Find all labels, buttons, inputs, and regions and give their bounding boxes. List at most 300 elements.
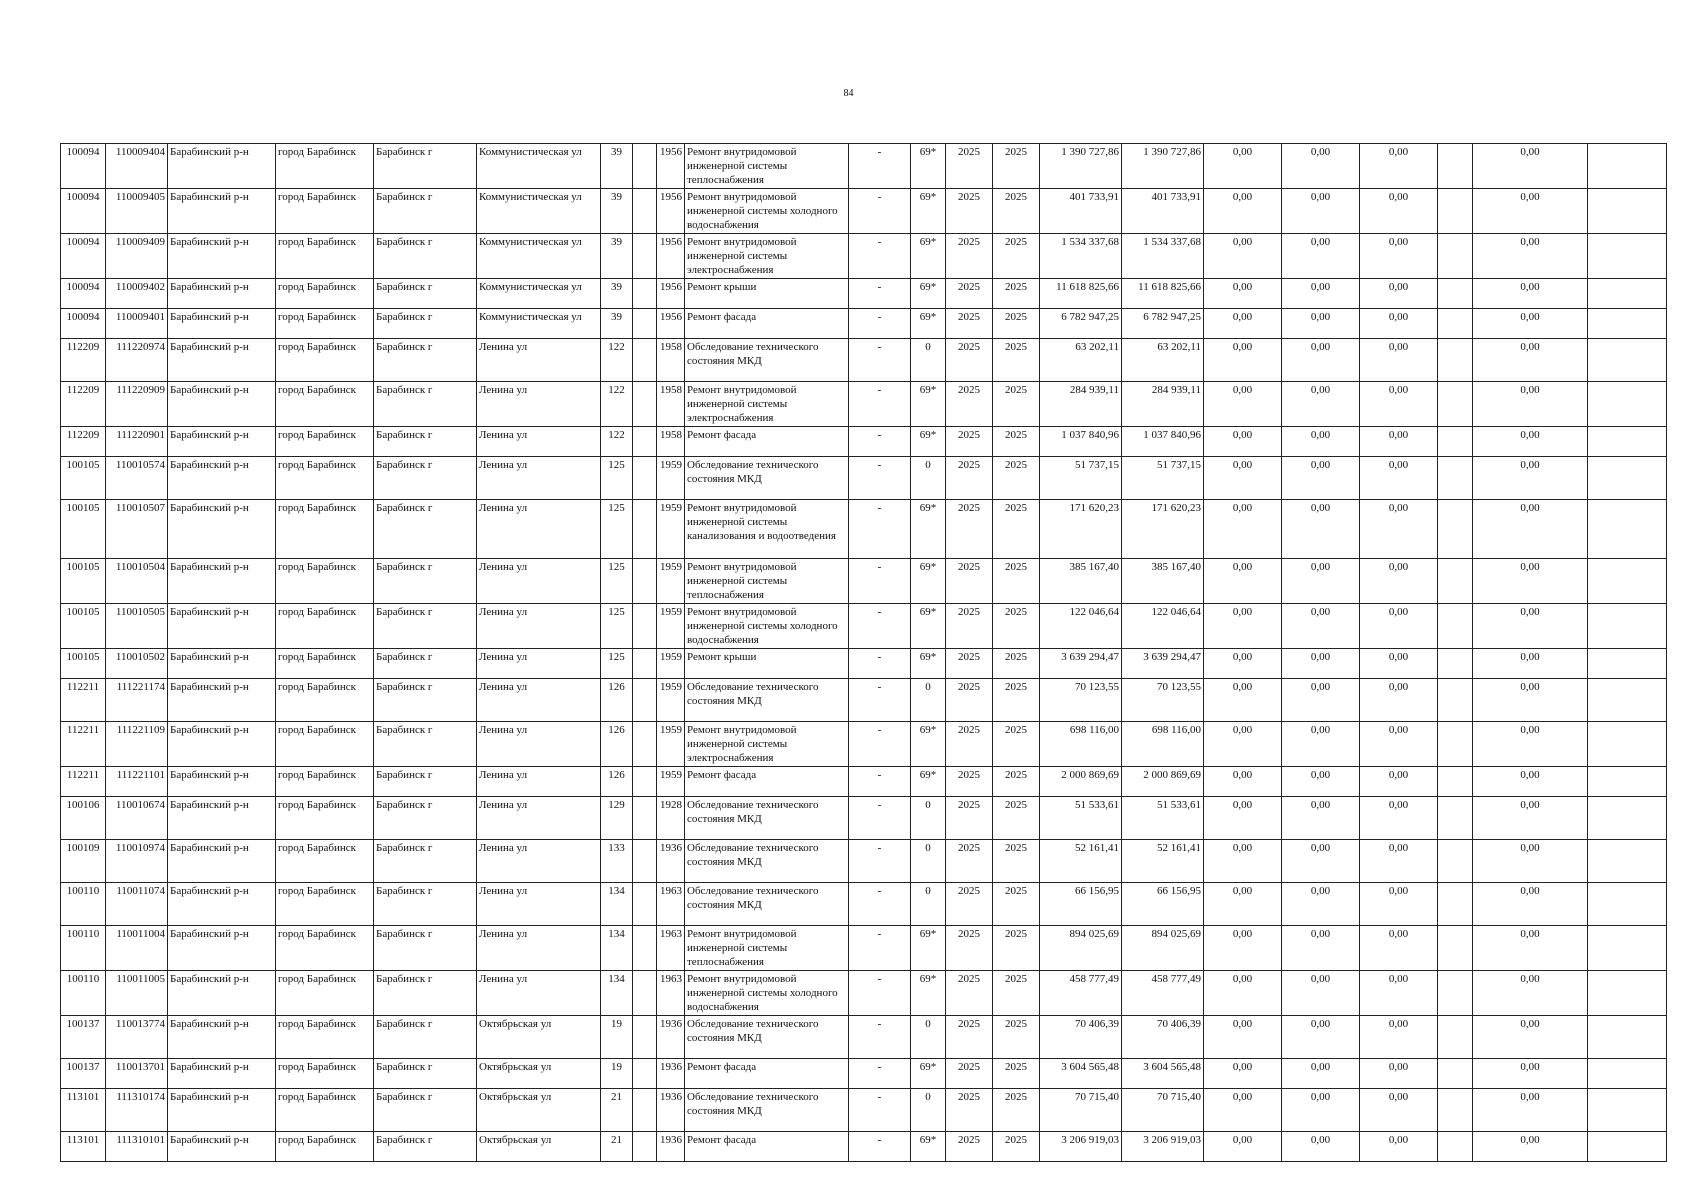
municipality-cell: город Барабинск xyxy=(276,971,374,1016)
blank-cell xyxy=(1438,1132,1473,1162)
value-cell: 0,00 xyxy=(1204,309,1282,339)
value-cell: 0,00 xyxy=(1360,971,1438,1016)
municipality-cell: город Барабинск xyxy=(276,427,374,457)
street-cell: Ленина ул xyxy=(477,883,601,926)
start-year-cell: 2025 xyxy=(946,279,993,309)
build-year-cell: 1959 xyxy=(657,559,685,604)
norm-cell: 69* xyxy=(911,722,946,767)
blank-cell xyxy=(633,840,657,883)
house-number-cell: 134 xyxy=(601,926,633,971)
start-year-cell: 2025 xyxy=(946,500,993,559)
unit-cell: - xyxy=(849,1059,911,1089)
end-year-cell: 2025 xyxy=(993,382,1040,427)
work-code-cell: 110009409 xyxy=(106,234,168,279)
start-year-cell: 2025 xyxy=(946,840,993,883)
build-year-cell: 1959 xyxy=(657,457,685,500)
district-cell: Барабинский р-н xyxy=(168,971,276,1016)
start-year-cell: 2025 xyxy=(946,971,993,1016)
blank-cell xyxy=(1588,604,1667,649)
table-row xyxy=(61,234,1667,279)
blank-cell xyxy=(633,679,657,722)
value-cell: 0,00 xyxy=(1204,649,1282,679)
street-cell: Коммунистическая ул xyxy=(477,234,601,279)
work-code-cell: 110010507 xyxy=(106,500,168,559)
blank-cell xyxy=(633,1016,657,1059)
row-id-cell: 100094 xyxy=(61,189,106,234)
total-cost-cell: 6 782 947,25 xyxy=(1040,309,1122,339)
fund-cost-cell: 51 737,15 xyxy=(1122,457,1204,500)
build-year-cell: 1958 xyxy=(657,427,685,457)
blank-cell xyxy=(1588,339,1667,382)
unit-cell: - xyxy=(849,679,911,722)
street-cell: Октябрьская ул xyxy=(477,1132,601,1162)
value-cell: 0,00 xyxy=(1473,604,1588,649)
unit-cell: - xyxy=(849,1089,911,1132)
blank-cell xyxy=(633,500,657,559)
fund-cost-cell: 3 604 565,48 xyxy=(1122,1059,1204,1089)
blank-cell xyxy=(1438,500,1473,559)
start-year-cell: 2025 xyxy=(946,767,993,797)
unit-cell: - xyxy=(849,971,911,1016)
unit-cell: - xyxy=(849,234,911,279)
value-cell: 0,00 xyxy=(1204,279,1282,309)
norm-cell: 69* xyxy=(911,309,946,339)
house-number-cell: 125 xyxy=(601,559,633,604)
street-cell: Ленина ул xyxy=(477,840,601,883)
value-cell: 0,00 xyxy=(1204,679,1282,722)
fund-cost-cell: 458 777,49 xyxy=(1122,971,1204,1016)
blank-cell xyxy=(1588,840,1667,883)
value-cell: 0,00 xyxy=(1473,926,1588,971)
value-cell: 0,00 xyxy=(1473,1059,1588,1089)
end-year-cell: 2025 xyxy=(993,1132,1040,1162)
value-cell: 0,00 xyxy=(1473,189,1588,234)
house-number-cell: 19 xyxy=(601,1016,633,1059)
end-year-cell: 2025 xyxy=(993,189,1040,234)
work-code-cell: 110009402 xyxy=(106,279,168,309)
blank-cell xyxy=(1588,309,1667,339)
blank-cell xyxy=(1588,457,1667,500)
value-cell: 0,00 xyxy=(1204,1059,1282,1089)
work-code-cell: 110013774 xyxy=(106,1016,168,1059)
unit-cell: - xyxy=(849,279,911,309)
start-year-cell: 2025 xyxy=(946,1016,993,1059)
build-year-cell: 1936 xyxy=(657,1132,685,1162)
work-type-cell: Ремонт фасада xyxy=(685,1059,849,1089)
value-cell: 0,00 xyxy=(1360,427,1438,457)
end-year-cell: 2025 xyxy=(993,722,1040,767)
build-year-cell: 1963 xyxy=(657,926,685,971)
start-year-cell: 2025 xyxy=(946,722,993,767)
value-cell: 0,00 xyxy=(1282,840,1360,883)
value-cell: 0,00 xyxy=(1360,722,1438,767)
blank-cell xyxy=(1588,797,1667,840)
locality-cell: Барабинск г xyxy=(374,309,477,339)
norm-cell: 69* xyxy=(911,559,946,604)
value-cell: 0,00 xyxy=(1473,840,1588,883)
unit-cell: - xyxy=(849,883,911,926)
total-cost-cell: 122 046,64 xyxy=(1040,604,1122,649)
locality-cell: Барабинск г xyxy=(374,767,477,797)
blank-cell xyxy=(1588,234,1667,279)
total-cost-cell: 894 025,69 xyxy=(1040,926,1122,971)
house-number-cell: 134 xyxy=(601,971,633,1016)
row-id-cell: 100110 xyxy=(61,926,106,971)
table-row xyxy=(61,679,1667,722)
fund-cost-cell: 63 202,11 xyxy=(1122,339,1204,382)
unit-cell: - xyxy=(849,1132,911,1162)
start-year-cell: 2025 xyxy=(946,1059,993,1089)
house-number-cell: 125 xyxy=(601,649,633,679)
table-row xyxy=(61,797,1667,840)
end-year-cell: 2025 xyxy=(993,604,1040,649)
norm-cell: 69* xyxy=(911,1059,946,1089)
value-cell: 0,00 xyxy=(1204,1089,1282,1132)
start-year-cell: 2025 xyxy=(946,189,993,234)
norm-cell: 0 xyxy=(911,797,946,840)
total-cost-cell: 70 123,55 xyxy=(1040,679,1122,722)
district-cell: Барабинский р-н xyxy=(168,309,276,339)
build-year-cell: 1959 xyxy=(657,649,685,679)
build-year-cell: 1959 xyxy=(657,604,685,649)
municipality-cell: город Барабинск xyxy=(276,604,374,649)
locality-cell: Барабинск г xyxy=(374,339,477,382)
blank-cell xyxy=(633,234,657,279)
value-cell: 0,00 xyxy=(1282,767,1360,797)
work-code-cell: 110011005 xyxy=(106,971,168,1016)
blank-cell xyxy=(1438,309,1473,339)
municipality-cell: город Барабинск xyxy=(276,649,374,679)
total-cost-cell: 1 037 840,96 xyxy=(1040,427,1122,457)
unit-cell: - xyxy=(849,339,911,382)
row-id-cell: 113101 xyxy=(61,1132,106,1162)
work-code-cell: 111220909 xyxy=(106,382,168,427)
work-type-cell: Ремонт внутридомовой инженерной системы электроснабжения xyxy=(685,382,849,427)
blank-cell xyxy=(1438,649,1473,679)
work-type-cell: Ремонт внутридомовой инженерной системы теплоснабжения xyxy=(685,144,849,189)
value-cell: 0,00 xyxy=(1282,926,1360,971)
municipality-cell: город Барабинск xyxy=(276,234,374,279)
work-type-cell: Обследование технического состояния МКД xyxy=(685,679,849,722)
street-cell: Ленина ул xyxy=(477,500,601,559)
work-code-cell: 111220901 xyxy=(106,427,168,457)
value-cell: 0,00 xyxy=(1282,427,1360,457)
blank-cell xyxy=(1438,234,1473,279)
blank-cell xyxy=(633,1059,657,1089)
street-cell: Ленина ул xyxy=(477,649,601,679)
municipality-cell: город Барабинск xyxy=(276,559,374,604)
fund-cost-cell: 3 206 919,03 xyxy=(1122,1132,1204,1162)
house-number-cell: 125 xyxy=(601,500,633,559)
value-cell: 0,00 xyxy=(1282,797,1360,840)
value-cell: 0,00 xyxy=(1204,427,1282,457)
work-code-cell: 111310174 xyxy=(106,1089,168,1132)
value-cell: 0,00 xyxy=(1204,883,1282,926)
blank-cell xyxy=(1438,427,1473,457)
table-row xyxy=(61,144,1667,189)
value-cell: 0,00 xyxy=(1204,234,1282,279)
blank-cell xyxy=(1588,649,1667,679)
blank-cell xyxy=(1588,679,1667,722)
blank-cell xyxy=(1588,767,1667,797)
value-cell: 0,00 xyxy=(1473,339,1588,382)
fund-cost-cell: 894 025,69 xyxy=(1122,926,1204,971)
blank-cell xyxy=(633,144,657,189)
blank-cell xyxy=(1438,767,1473,797)
build-year-cell: 1959 xyxy=(657,679,685,722)
blank-cell xyxy=(1438,189,1473,234)
street-cell: Ленина ул xyxy=(477,971,601,1016)
street-cell: Октябрьская ул xyxy=(477,1089,601,1132)
build-year-cell: 1956 xyxy=(657,234,685,279)
work-type-cell: Ремонт фасада xyxy=(685,427,849,457)
start-year-cell: 2025 xyxy=(946,382,993,427)
value-cell: 0,00 xyxy=(1204,457,1282,500)
blank-cell xyxy=(1588,926,1667,971)
value-cell: 0,00 xyxy=(1360,649,1438,679)
municipality-cell: город Барабинск xyxy=(276,926,374,971)
end-year-cell: 2025 xyxy=(993,649,1040,679)
district-cell: Барабинский р-н xyxy=(168,840,276,883)
house-number-cell: 126 xyxy=(601,722,633,767)
norm-cell: 0 xyxy=(911,679,946,722)
municipality-cell: город Барабинск xyxy=(276,339,374,382)
fund-cost-cell: 1 534 337,68 xyxy=(1122,234,1204,279)
build-year-cell: 1956 xyxy=(657,279,685,309)
blank-cell xyxy=(1588,1016,1667,1059)
fund-cost-cell: 1 390 727,86 xyxy=(1122,144,1204,189)
end-year-cell: 2025 xyxy=(993,1016,1040,1059)
value-cell: 0,00 xyxy=(1204,382,1282,427)
work-type-cell: Обследование технического состояния МКД xyxy=(685,883,849,926)
value-cell: 0,00 xyxy=(1282,722,1360,767)
end-year-cell: 2025 xyxy=(993,427,1040,457)
street-cell: Ленина ул xyxy=(477,604,601,649)
total-cost-cell: 1 390 727,86 xyxy=(1040,144,1122,189)
blank-cell xyxy=(1438,382,1473,427)
municipality-cell: город Барабинск xyxy=(276,279,374,309)
house-number-cell: 19 xyxy=(601,1059,633,1089)
value-cell: 0,00 xyxy=(1360,279,1438,309)
end-year-cell: 2025 xyxy=(993,144,1040,189)
row-id-cell: 100110 xyxy=(61,971,106,1016)
fund-cost-cell: 385 167,40 xyxy=(1122,559,1204,604)
blank-cell xyxy=(1588,722,1667,767)
value-cell: 0,00 xyxy=(1204,722,1282,767)
unit-cell: - xyxy=(849,797,911,840)
municipality-cell: город Барабинск xyxy=(276,382,374,427)
start-year-cell: 2025 xyxy=(946,649,993,679)
end-year-cell: 2025 xyxy=(993,797,1040,840)
work-code-cell: 111221109 xyxy=(106,722,168,767)
locality-cell: Барабинск г xyxy=(374,382,477,427)
table-row xyxy=(61,279,1667,309)
district-cell: Барабинский р-н xyxy=(168,1132,276,1162)
unit-cell: - xyxy=(849,189,911,234)
locality-cell: Барабинск г xyxy=(374,679,477,722)
value-cell: 0,00 xyxy=(1282,679,1360,722)
start-year-cell: 2025 xyxy=(946,604,993,649)
blank-cell xyxy=(1438,971,1473,1016)
house-number-cell: 21 xyxy=(601,1132,633,1162)
total-cost-cell: 3 206 919,03 xyxy=(1040,1132,1122,1162)
blank-cell xyxy=(1438,1059,1473,1089)
build-year-cell: 1928 xyxy=(657,797,685,840)
district-cell: Барабинский р-н xyxy=(168,279,276,309)
value-cell: 0,00 xyxy=(1282,279,1360,309)
end-year-cell: 2025 xyxy=(993,309,1040,339)
norm-cell: 69* xyxy=(911,649,946,679)
value-cell: 0,00 xyxy=(1360,797,1438,840)
blank-cell xyxy=(1588,427,1667,457)
street-cell: Ленина ул xyxy=(477,797,601,840)
work-type-cell: Ремонт фасада xyxy=(685,1132,849,1162)
table-row xyxy=(61,604,1667,649)
house-number-cell: 39 xyxy=(601,189,633,234)
work-type-cell: Ремонт внутридомовой инженерной системы электроснабжения xyxy=(685,234,849,279)
work-type-cell: Ремонт внутридомовой инженерной системы теплоснабжения xyxy=(685,926,849,971)
house-number-cell: 134 xyxy=(601,883,633,926)
start-year-cell: 2025 xyxy=(946,559,993,604)
value-cell: 0,00 xyxy=(1204,926,1282,971)
row-id-cell: 112211 xyxy=(61,679,106,722)
street-cell: Коммунистическая ул xyxy=(477,189,601,234)
table-row xyxy=(61,971,1667,1016)
norm-cell: 69* xyxy=(911,926,946,971)
unit-cell: - xyxy=(849,144,911,189)
value-cell: 0,00 xyxy=(1360,926,1438,971)
street-cell: Ленина ул xyxy=(477,427,601,457)
locality-cell: Барабинск г xyxy=(374,604,477,649)
start-year-cell: 2025 xyxy=(946,339,993,382)
street-cell: Ленина ул xyxy=(477,679,601,722)
value-cell: 0,00 xyxy=(1282,189,1360,234)
locality-cell: Барабинск г xyxy=(374,971,477,1016)
work-type-cell: Ремонт внутридомовой инженерной системы канализования и водоотведения xyxy=(685,500,849,559)
work-code-cell: 110010574 xyxy=(106,457,168,500)
start-year-cell: 2025 xyxy=(946,144,993,189)
blank-cell xyxy=(633,797,657,840)
work-code-cell: 110010504 xyxy=(106,559,168,604)
total-cost-cell: 698 116,00 xyxy=(1040,722,1122,767)
house-number-cell: 129 xyxy=(601,797,633,840)
locality-cell: Барабинск г xyxy=(374,427,477,457)
table-row xyxy=(61,559,1667,604)
work-code-cell: 111310101 xyxy=(106,1132,168,1162)
value-cell: 0,00 xyxy=(1360,234,1438,279)
municipality-cell: город Барабинск xyxy=(276,840,374,883)
district-cell: Барабинский р-н xyxy=(168,144,276,189)
unit-cell: - xyxy=(849,457,911,500)
table-row xyxy=(61,1059,1667,1089)
table-row xyxy=(61,722,1667,767)
value-cell: 0,00 xyxy=(1282,144,1360,189)
work-type-cell: Ремонт внутридомовой инженерной системы теплоснабжения xyxy=(685,559,849,604)
row-id-cell: 100137 xyxy=(61,1016,106,1059)
value-cell: 0,00 xyxy=(1282,559,1360,604)
build-year-cell: 1936 xyxy=(657,840,685,883)
value-cell: 0,00 xyxy=(1473,382,1588,427)
district-cell: Барабинский р-н xyxy=(168,604,276,649)
work-code-cell: 110010505 xyxy=(106,604,168,649)
end-year-cell: 2025 xyxy=(993,926,1040,971)
blank-cell xyxy=(1588,189,1667,234)
row-id-cell: 100094 xyxy=(61,279,106,309)
table-row xyxy=(61,840,1667,883)
table-row xyxy=(61,457,1667,500)
value-cell: 0,00 xyxy=(1204,500,1282,559)
work-code-cell: 110011004 xyxy=(106,926,168,971)
norm-cell: 69* xyxy=(911,382,946,427)
value-cell: 0,00 xyxy=(1360,559,1438,604)
locality-cell: Барабинск г xyxy=(374,649,477,679)
build-year-cell: 1958 xyxy=(657,382,685,427)
house-number-cell: 122 xyxy=(601,339,633,382)
row-id-cell: 100109 xyxy=(61,840,106,883)
value-cell: 0,00 xyxy=(1204,339,1282,382)
value-cell: 0,00 xyxy=(1360,309,1438,339)
municipality-cell: город Барабинск xyxy=(276,797,374,840)
street-cell: Ленина ул xyxy=(477,339,601,382)
blank-cell xyxy=(1438,457,1473,500)
blank-cell xyxy=(633,1132,657,1162)
total-cost-cell: 3 639 294,47 xyxy=(1040,649,1122,679)
fund-cost-cell: 1 037 840,96 xyxy=(1122,427,1204,457)
house-number-cell: 126 xyxy=(601,767,633,797)
start-year-cell: 2025 xyxy=(946,1132,993,1162)
build-year-cell: 1959 xyxy=(657,722,685,767)
work-code-cell: 110011074 xyxy=(106,883,168,926)
build-year-cell: 1959 xyxy=(657,500,685,559)
table-row xyxy=(61,189,1667,234)
value-cell: 0,00 xyxy=(1473,279,1588,309)
row-id-cell: 100105 xyxy=(61,649,106,679)
locality-cell: Барабинск г xyxy=(374,926,477,971)
total-cost-cell: 2 000 869,69 xyxy=(1040,767,1122,797)
table-row xyxy=(61,427,1667,457)
unit-cell: - xyxy=(849,767,911,797)
build-year-cell: 1959 xyxy=(657,767,685,797)
value-cell: 0,00 xyxy=(1360,1132,1438,1162)
value-cell: 0,00 xyxy=(1282,604,1360,649)
row-id-cell: 113101 xyxy=(61,1089,106,1132)
blank-cell xyxy=(1438,722,1473,767)
blank-cell xyxy=(633,189,657,234)
house-number-cell: 122 xyxy=(601,427,633,457)
value-cell: 0,00 xyxy=(1282,971,1360,1016)
house-number-cell: 39 xyxy=(601,234,633,279)
locality-cell: Барабинск г xyxy=(374,797,477,840)
norm-cell: 69* xyxy=(911,144,946,189)
value-cell: 0,00 xyxy=(1282,309,1360,339)
start-year-cell: 2025 xyxy=(946,234,993,279)
row-id-cell: 112209 xyxy=(61,382,106,427)
end-year-cell: 2025 xyxy=(993,1089,1040,1132)
municipality-cell: город Барабинск xyxy=(276,679,374,722)
blank-cell xyxy=(633,309,657,339)
house-number-cell: 126 xyxy=(601,679,633,722)
end-year-cell: 2025 xyxy=(993,840,1040,883)
row-id-cell: 100094 xyxy=(61,309,106,339)
total-cost-cell: 401 733,91 xyxy=(1040,189,1122,234)
fund-cost-cell: 122 046,64 xyxy=(1122,604,1204,649)
blank-cell xyxy=(1438,926,1473,971)
value-cell: 0,00 xyxy=(1473,1132,1588,1162)
house-number-cell: 39 xyxy=(601,144,633,189)
work-code-cell: 111221174 xyxy=(106,679,168,722)
end-year-cell: 2025 xyxy=(993,234,1040,279)
end-year-cell: 2025 xyxy=(993,971,1040,1016)
